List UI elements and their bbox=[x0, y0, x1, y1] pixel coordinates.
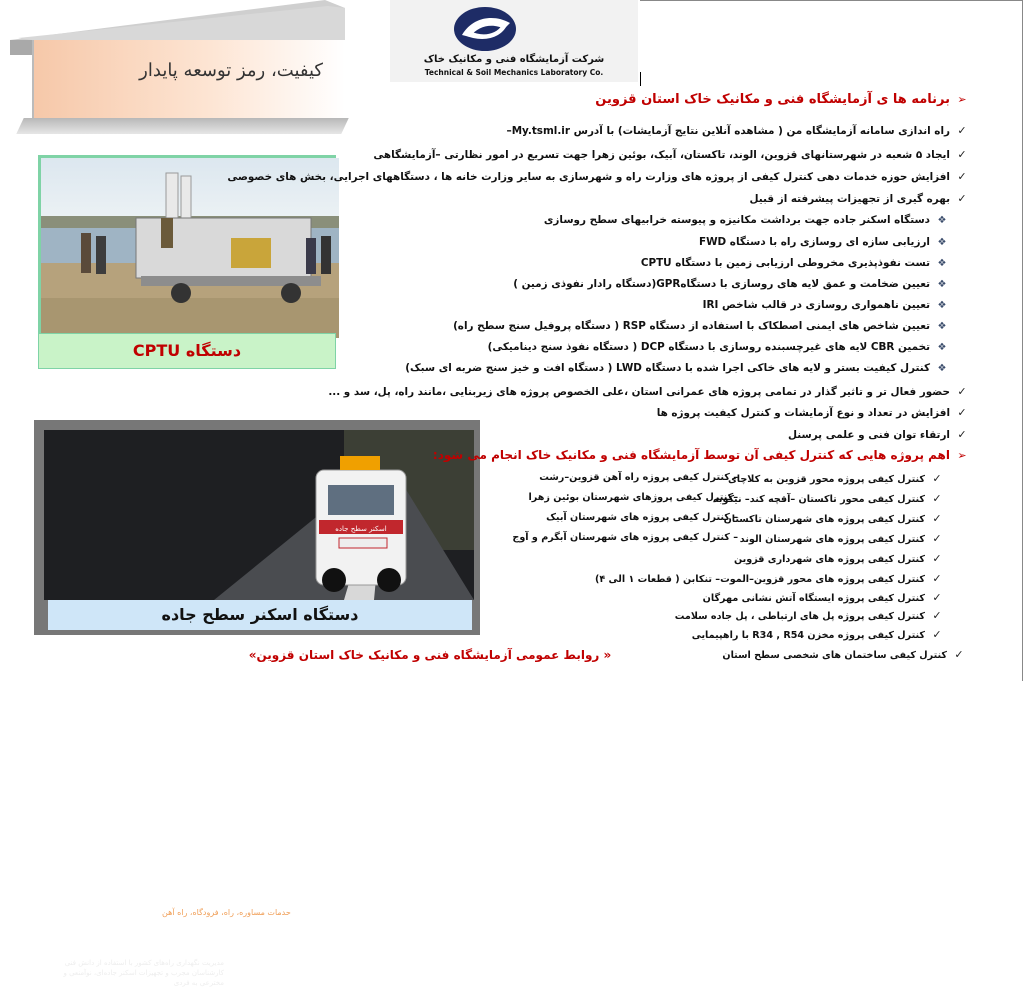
check-icon: ✓ bbox=[954, 648, 964, 661]
project-text: – کنترل کیفی پروژه های شهرستان آبیک bbox=[546, 512, 738, 523]
check-icon: ✓ bbox=[957, 148, 967, 161]
project-item bbox=[546, 512, 738, 523]
project-text: کنترل کیفی پروژه های شهرستان تاکستان bbox=[723, 514, 925, 525]
section1-more-item bbox=[328, 385, 968, 398]
equipment-item bbox=[488, 341, 948, 353]
equipment-item bbox=[513, 278, 948, 290]
project-item bbox=[728, 472, 943, 485]
item-text: ایجاد ۵ شعبه در شهرستانهای قزوین، الوند، تاکستان، آبیک، بوئین زهرا جهت تسریع در امور نظارتی –آزمایشگاهی bbox=[373, 149, 950, 161]
arrow-bullet-icon: ➢ bbox=[957, 449, 967, 462]
logo-emblem-icon bbox=[452, 5, 518, 53]
logo-name-fa: شرکت آزمایشگاه فنی و مکانیک خاک bbox=[423, 54, 605, 65]
project-item bbox=[692, 628, 943, 641]
item-text: حضور فعال تر و تاثیر گذار در تمامی پروژه های عمرانی استان ،علی الخصوص پروژه های زیربنایی ،مانند راه، پل، سد و ... bbox=[328, 386, 950, 398]
check-icon: ✓ bbox=[932, 472, 942, 485]
equipment-item bbox=[453, 320, 948, 332]
cptu-photo-illustration bbox=[41, 158, 339, 338]
equipment-item bbox=[703, 299, 948, 311]
diamond-bullet-icon: ❖ bbox=[937, 258, 947, 269]
project-text: کنترل کیفی پروژه های محور قزوین–الموت– تنکابن ( قطعات ۱ الی ۴) bbox=[594, 574, 925, 585]
section1-heading bbox=[595, 92, 968, 107]
project-text: کنترل کیفی پروژه پل های ارتباطی ، پل جاده سلامت bbox=[674, 611, 925, 622]
item-text: دستگاه اسکنر جاده جهت برداشت مکانیزه و پیوسته خرابیهای سطح روسازی bbox=[543, 214, 930, 226]
project-text: –کنترل کیفی پروژهای شهرستان بوئین زهرا bbox=[528, 492, 738, 503]
section1-more-item bbox=[657, 406, 968, 419]
project-item bbox=[734, 552, 943, 565]
item-text: ارتقاء توان فنی و علمی پرسنل bbox=[787, 429, 950, 441]
project-item bbox=[595, 572, 943, 585]
item-text: تعیین ضخامت و عمق لایه های روسازی با دستگاهGPR(دستگاه رادار نفوذی زمین ) bbox=[513, 278, 930, 290]
slogan-text: کیفیت، رمز توسعه پایدار bbox=[139, 60, 323, 81]
section2-heading-text: اهم پروژه هایی که کنترل کیفی آن توسط آزمایشگاه فنی و مکانیک خاک انجام می شود: bbox=[432, 448, 950, 462]
project-item bbox=[740, 532, 943, 545]
project-item bbox=[703, 591, 943, 604]
check-icon: ✓ bbox=[932, 572, 942, 585]
check-icon: ✓ bbox=[932, 532, 942, 545]
check-icon: ✓ bbox=[932, 492, 942, 505]
check-icon: ✓ bbox=[932, 628, 942, 641]
equipment-item bbox=[405, 362, 948, 374]
check-icon: ✓ bbox=[957, 124, 967, 137]
item-text: افزایش حوزه خدمات دهی کنترل کیفی از پروژه های وزارت راه و شهرسازی به سایر وزارت خانه ها ، دستگاههای اجرایی، بخش های خصوصی bbox=[227, 171, 950, 183]
diamond-bullet-icon: ❖ bbox=[937, 215, 947, 226]
item-text: راه اندازی سامانه آزمایشگاه من ( مشاهده آنلاین نتایج آزمایشات) با آدرس My.tsml.ir– bbox=[506, 125, 950, 137]
section1-more-item bbox=[788, 428, 968, 441]
check-icon: ✓ bbox=[932, 512, 942, 525]
item-text: تخمین CBR لایه های غیرچسبنده روسازی با دستگاه DCP ( دستگاه نفوذ سنج دینامیکی) bbox=[487, 341, 930, 353]
banner-face bbox=[32, 40, 345, 120]
project-text: کنترل کیفی پروژه ایستگاه آتش نشانی مهرگان bbox=[702, 593, 925, 604]
project-text: کنترل کیفی ساختمان های شخصی سطح استان bbox=[722, 650, 947, 661]
check-icon: ✓ bbox=[957, 192, 967, 205]
item-text: تعیین شاخص های ایمنی اصطکاک با استفاده از دستگاه RSP ( دستگاه پروفیل سنج سطح راه) bbox=[453, 320, 930, 332]
project-item bbox=[724, 512, 943, 525]
check-icon: ✓ bbox=[957, 170, 967, 183]
section1-item bbox=[507, 124, 968, 137]
project-text: کنترل کیفی پروژه های شهرداری قزوین bbox=[734, 554, 925, 565]
project-text: کنترل کیفی پروژه مخزن R34 , R54 با راهپیمایی bbox=[691, 630, 925, 641]
section1-item bbox=[373, 148, 968, 161]
company-logo bbox=[390, 0, 638, 82]
diamond-bullet-icon: ❖ bbox=[937, 279, 947, 290]
project-item bbox=[539, 472, 738, 483]
section2-heading bbox=[433, 448, 968, 462]
check-icon: ✓ bbox=[932, 591, 942, 604]
project-item bbox=[675, 609, 943, 622]
section1-item bbox=[227, 170, 968, 183]
diamond-bullet-icon: ❖ bbox=[937, 321, 947, 332]
equipment-item bbox=[699, 236, 948, 248]
check-icon: ✓ bbox=[957, 385, 967, 398]
logo-name-en: Technical & Soil Mechanics Laboratory Co. bbox=[424, 68, 604, 77]
project-item bbox=[529, 492, 739, 503]
check-icon: ✓ bbox=[957, 406, 967, 419]
check-icon: ✓ bbox=[957, 428, 967, 441]
section1-item bbox=[750, 192, 968, 205]
equipment-item bbox=[544, 214, 948, 226]
banner-shadow bbox=[16, 118, 348, 134]
check-icon: ✓ bbox=[932, 609, 942, 622]
project-text: کنترل کیفی پروژه های شهرستان الوند bbox=[739, 534, 925, 545]
arrow-bullet-icon: ➢ bbox=[957, 93, 967, 106]
diamond-bullet-icon: ❖ bbox=[937, 342, 947, 353]
item-text: افزایش در تعداد و نوع آزمایشات و کنترل کیفیت پروژه ها bbox=[656, 407, 950, 419]
text-cursor bbox=[640, 72, 641, 86]
road-overlay-text: مدیریت نگهداری راه‌های کشور با استفاده از دانش فنی کارشناسان مجرب و تجهیزات اسکنر جاده‌ای، نوآمنعی و مخترعی به فردی bbox=[63, 959, 224, 987]
project-text: – کنترل کیفی پروژه های شهرستان آبگرم و آوج bbox=[512, 532, 738, 543]
item-text: ارزیابی سازه ای روسازی راه با دستگاه FWD bbox=[699, 236, 930, 248]
check-icon: ✓ bbox=[932, 552, 942, 565]
frame-line-top bbox=[640, 0, 1023, 1]
road-scanner-illustration bbox=[44, 430, 474, 600]
item-text: کنترل کیفیت بستر و لایه های خاکی اجرا شده با دستگاه LWD ( دستگاه افت و خیز سنج ضربه ای سبک) bbox=[405, 362, 930, 374]
vehicle-label: اسکنر سطح جاده bbox=[335, 525, 387, 533]
project-item bbox=[722, 648, 965, 661]
road-scanner-caption: دستگاه اسکنر سطح جاده bbox=[48, 600, 472, 630]
item-text: تست نفوذپذیری مخروطی ارزیابی زمین با دستگاه CPTU bbox=[640, 257, 930, 269]
road-overlay-title: حدمات مساوره، راه، فرودگاه، راه آهن bbox=[162, 908, 291, 917]
equipment-item bbox=[641, 257, 948, 269]
project-item bbox=[512, 532, 738, 543]
diamond-bullet-icon: ❖ bbox=[937, 363, 947, 374]
item-text: بهره گیری از تجهیزات پیشرفته از قبیل bbox=[749, 193, 950, 205]
project-text: کنترل کیفی پروژه محور قزوین به کلاچای bbox=[727, 474, 925, 485]
project-text: – کنترل کیفی پروژه راه آهن قزوین–رشت bbox=[539, 472, 738, 483]
project-item bbox=[713, 492, 943, 505]
footer-note: « روابط عمومی آزمایشگاه فنی و مکانیک خاک استان قزوین» bbox=[248, 648, 612, 662]
slogan-banner bbox=[10, 0, 345, 135]
diamond-bullet-icon: ❖ bbox=[937, 300, 947, 311]
project-text: کنترل کیفی محور تاکستان –آقچه کند– نیکوبه bbox=[713, 494, 925, 505]
cptu-caption: دستگاه CPTU bbox=[38, 333, 336, 369]
section1-heading-text: برنامه ها ی آزمایشگاه فنی و مکانیک خاک استان قزوین bbox=[595, 92, 950, 107]
item-text: تعیین ناهمواری روسازی در قالب شاخص IRI bbox=[702, 299, 930, 311]
diamond-bullet-icon: ❖ bbox=[937, 237, 947, 248]
